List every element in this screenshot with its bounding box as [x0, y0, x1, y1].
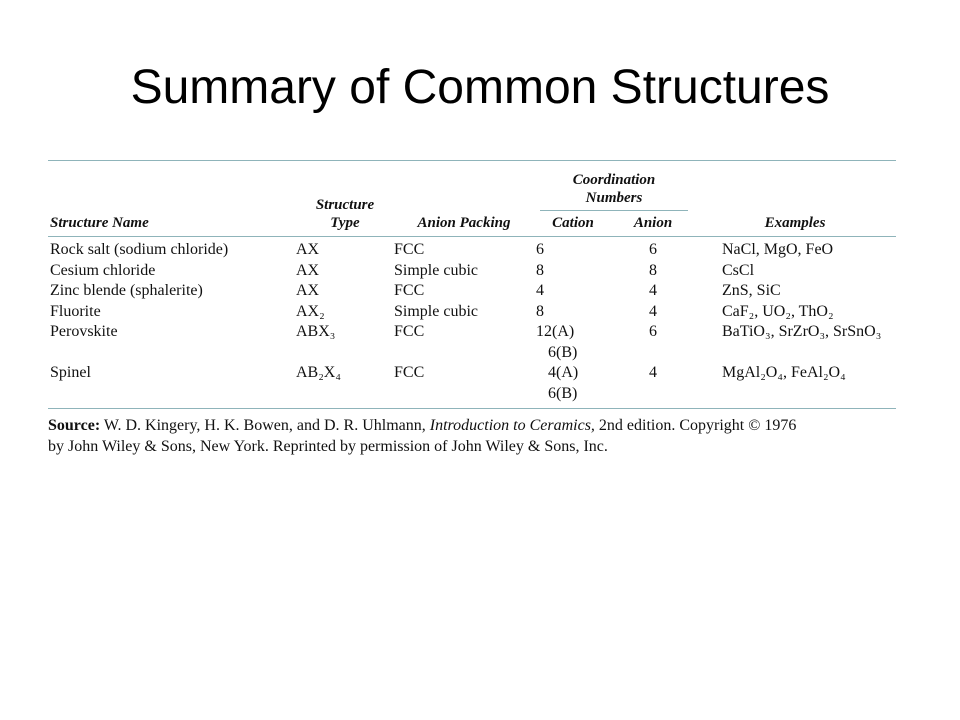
header-anion: Anion	[633, 215, 673, 231]
cell-examples: CsCl	[722, 261, 755, 279]
header-structure-type-line1: Structure	[315, 197, 375, 213]
header-cation: Cation	[552, 215, 594, 231]
cell-anion-packing: FCC	[394, 323, 425, 340]
table-row	[48, 302, 896, 323]
header-coordination-line2: Numbers	[585, 190, 643, 206]
cell-anion: 8	[649, 261, 657, 279]
table-body	[48, 240, 896, 404]
cell-anion-packing: FCC	[394, 364, 425, 381]
table-top-rule	[48, 160, 896, 161]
cell-anion: 4	[649, 302, 657, 320]
cell-examples: BaTiO₃, SrZrO₃, SrSnO₃	[722, 323, 882, 340]
cell-structure-type: AX	[296, 261, 320, 279]
cell-anion-packing: FCC	[394, 282, 425, 299]
table-row	[48, 322, 896, 343]
header-coordination-line1: Coordination	[572, 172, 656, 188]
source-authors: W. D. Kingery, H. K. Bowen, and D. R. Uhlmann,	[100, 417, 430, 434]
cell-anion: 6	[649, 323, 657, 340]
source-book-title: Introduction to Ceramics,	[429, 417, 595, 434]
header-structure-name: Structure Name	[50, 215, 149, 231]
cell-structure-name: Zinc blende (sphalerite)	[50, 282, 203, 299]
table-row-continuation	[48, 384, 896, 405]
cell-structure-type: ABX₃	[296, 323, 336, 340]
cell-structure-type: AX	[296, 241, 320, 258]
cell-cation-line2: 6(B)	[548, 343, 578, 361]
cell-anion: 4	[649, 364, 657, 381]
cell-cation-line2: 6(B)	[548, 384, 578, 402]
cell-structure-type: AX	[296, 282, 320, 299]
source-edition: 2nd edition. Copyright © 1976	[594, 417, 797, 434]
cell-cation: 6	[536, 241, 544, 258]
cell-examples: CaF₂, UO₂, ThO₂	[722, 302, 834, 320]
header-structure-type-line2: Type	[330, 215, 360, 231]
cell-anion: 4	[649, 282, 657, 299]
table-header	[48, 171, 896, 232]
cell-anion-packing: Simple cubic	[394, 261, 478, 279]
cell-structure-name: Perovskite	[50, 323, 118, 340]
cell-cation: 12(A)	[536, 323, 575, 340]
structures-table	[48, 160, 896, 457]
header-anion-packing: Anion Packing	[417, 215, 511, 231]
cell-cation: 8	[536, 261, 544, 279]
header-structure-type	[296, 171, 394, 232]
table-bottom-rule	[48, 408, 896, 409]
source-line1	[48, 415, 896, 436]
cell-structure-name: Fluorite	[50, 302, 101, 320]
cell-anion-packing: FCC	[394, 241, 425, 258]
cell-examples: MgAl₂O₄, FeAl₂O₄	[722, 364, 846, 381]
cell-cation: 4(A)	[548, 364, 579, 381]
cell-examples: NaCl, MgO, FeO	[722, 241, 834, 258]
cell-structure-name: Cesium chloride	[50, 261, 156, 279]
header-coordination-numbers	[534, 171, 694, 211]
table-row	[48, 363, 896, 384]
cell-anion-packing: Simple cubic	[394, 302, 478, 320]
source-note	[48, 415, 896, 457]
table-row	[48, 240, 896, 261]
cell-anion: 6	[649, 241, 657, 258]
cell-structure-name: Spinel	[50, 364, 91, 381]
header-rule	[48, 236, 896, 237]
table-row	[48, 281, 896, 302]
cell-structure-type: AB₂X₄	[296, 364, 341, 381]
source-label: Source:	[48, 417, 101, 434]
cell-structure-type: AX₂	[296, 302, 325, 320]
slide-title: Summary of Common Structures	[130, 61, 830, 114]
cell-structure-name: Rock salt (sodium chloride)	[50, 241, 229, 258]
cell-cation: 8	[536, 302, 544, 320]
cell-examples: ZnS, SiC	[722, 282, 781, 299]
header-examples: Examples	[764, 215, 826, 231]
source-line2: by John Wiley & Sons, New York. Reprinted by permission of John Wiley & Sons, Inc.	[48, 438, 608, 455]
table-row-continuation	[48, 343, 896, 364]
table-row	[48, 261, 896, 282]
cell-cation: 4	[536, 282, 544, 299]
